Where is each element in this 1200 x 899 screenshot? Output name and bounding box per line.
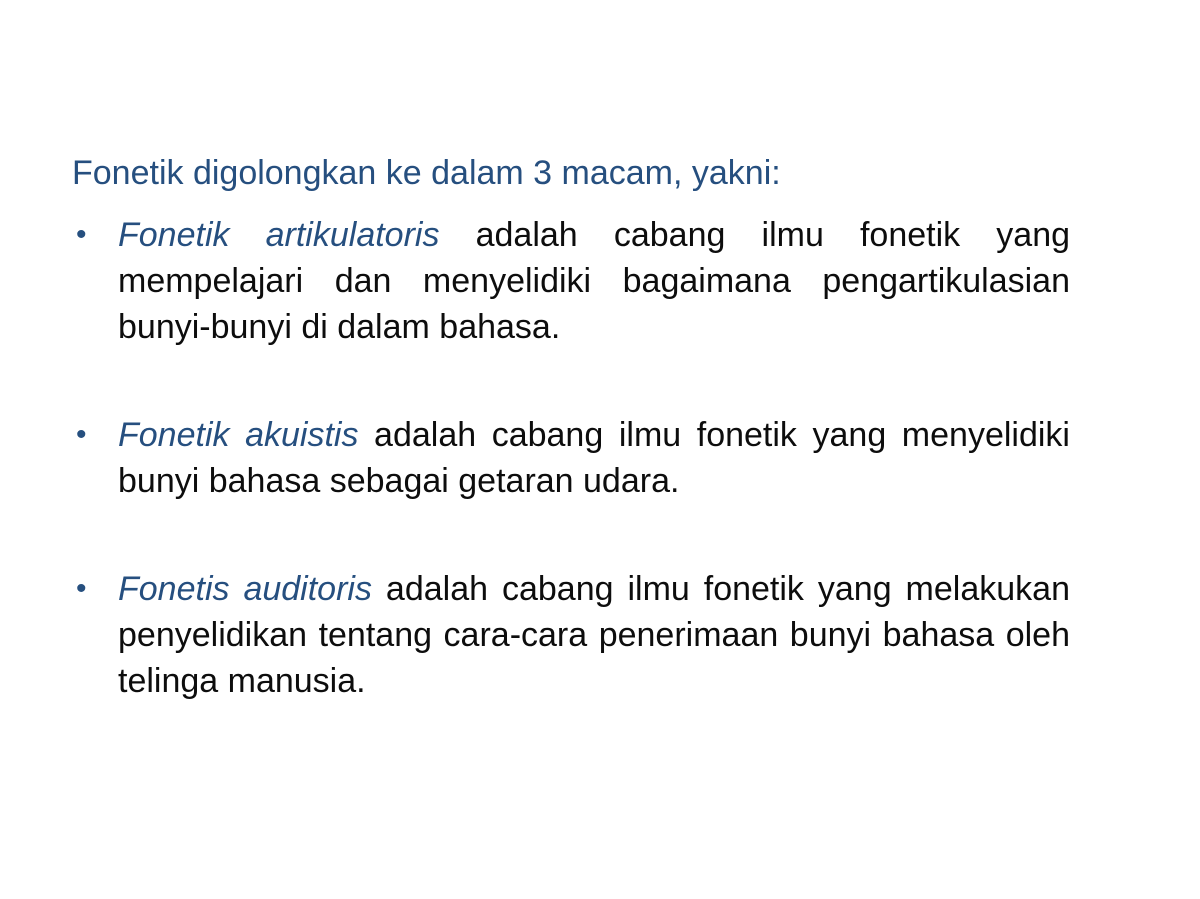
bullet-term: Fonetik artikulatoris <box>118 216 440 254</box>
page-title: Fonetik digolongkan ke dalam 3 macam, yakni: <box>72 154 781 192</box>
bullet-term: Fonetik akuistis <box>118 416 359 454</box>
bullet-text: adalah cabang ilmu fonetik yang menyelidiki bunyi bahasa sebagai getaran udara. <box>118 416 1070 500</box>
list-item <box>72 412 1070 504</box>
bullet-text: adalah cabang ilmu fonetik yang mempelajari dan menyelidiki bagaimana pengartikulasian bunyi-bunyi di dalam bahasa. <box>118 216 1071 346</box>
bullet-term: Fonetis auditoris <box>118 570 372 608</box>
bullet-text: adalah cabang ilmu fonetik yang melakukan penyelidikan tentang cara-cara penerimaan bunyi bahasa oleh telinga manusia. <box>118 570 1070 700</box>
bullet-icon: • <box>76 418 87 451</box>
slide-content <box>72 150 1072 704</box>
list-item <box>72 566 1070 704</box>
list-item <box>72 212 1070 350</box>
bullet-list <box>72 212 1070 704</box>
bullet-icon: • <box>76 572 87 605</box>
bullet-icon: • <box>76 218 87 251</box>
